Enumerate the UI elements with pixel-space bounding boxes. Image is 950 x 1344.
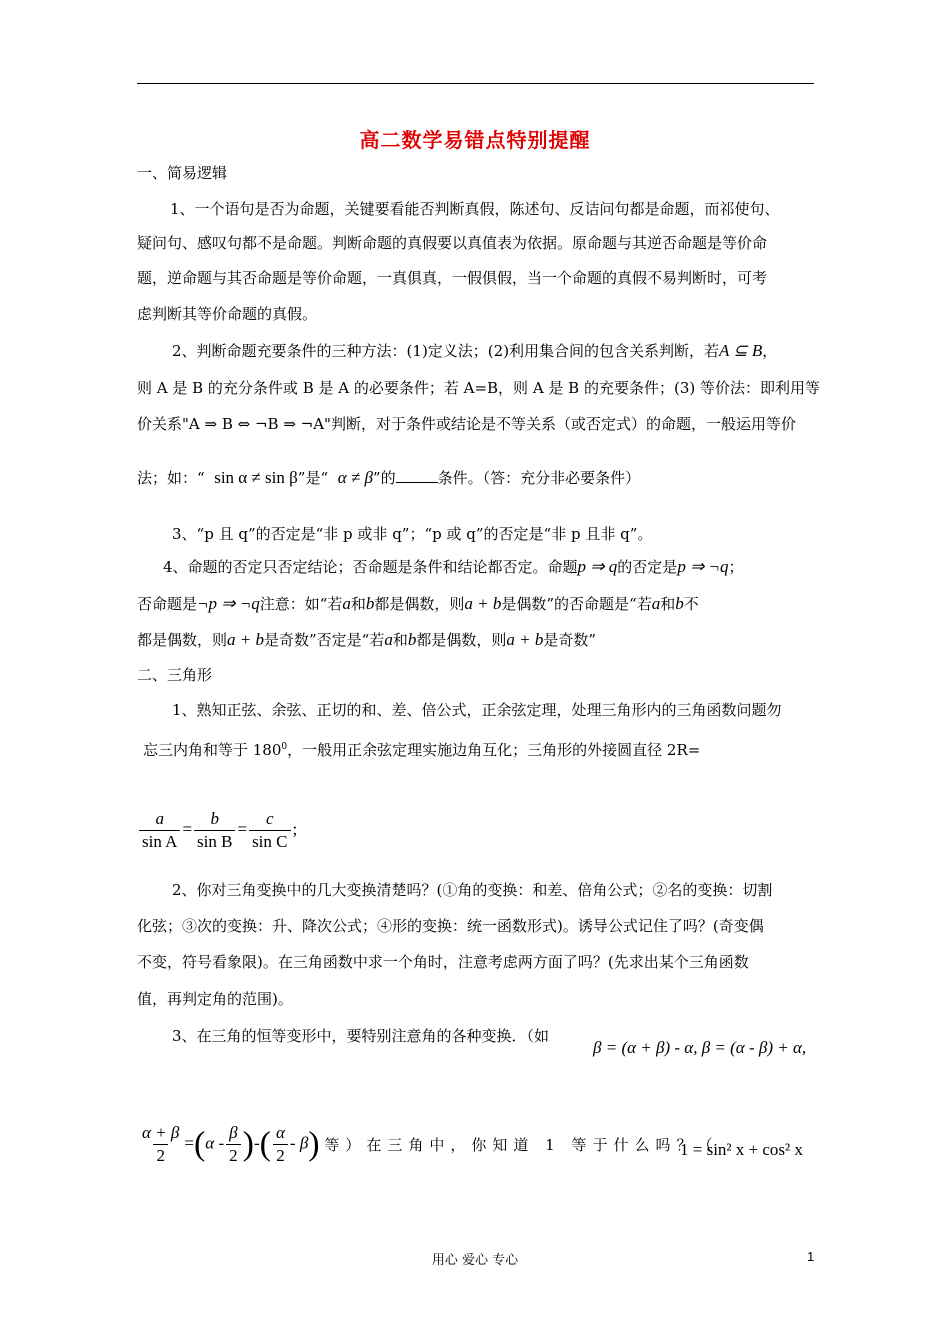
law-of-sines xyxy=(137,808,297,853)
section-heading-triangle: 二、三角形 xyxy=(137,666,213,684)
angle-transform-formula xyxy=(593,1038,806,1058)
subset-formula: A ⊆ B xyxy=(719,341,763,360)
paren: ) xyxy=(242,1125,254,1163)
page-title: 高二数学易错点特别提醒 xyxy=(359,128,591,152)
paren: ( xyxy=(193,1125,206,1163)
text: 是奇数”否定是“若 xyxy=(264,631,385,649)
paragraph-1-line-4: 虑判断其等价命题的真假。 xyxy=(137,305,318,323)
paragraph-4-text: 4、命题的否定只否定结论；否命题是条件和结论都否定。命题 xyxy=(163,558,578,576)
denominator: sin C xyxy=(249,830,290,853)
section-heading-logic: 一、简易逻辑 xyxy=(137,164,228,182)
denominator: 2 xyxy=(226,1144,241,1167)
paragraph-4-line-2 xyxy=(137,594,699,614)
text: 注意：如“若 xyxy=(259,595,343,613)
paragraph-2-text: 2、判断命题充要条件的三种方法：(1)定义法；(2)利用集合间的包含关系判断，若 xyxy=(172,342,720,360)
inverse-formula: ¬p ⇒ ¬q xyxy=(197,594,260,613)
equals: = xyxy=(184,1133,194,1153)
paragraph-2-line-4 xyxy=(137,468,640,488)
text: 等）在三角中，你知道 1 等于什么吗？（ xyxy=(324,1136,719,1154)
text: 都是偶数，则 xyxy=(137,631,228,649)
semicolon: ; xyxy=(292,819,298,839)
paragraph-2-line-2: 则 A 是 B 的充分条件或 B 是 A 的必要条件；若 A=B，则 A 是 B 的充要条件；(3) 等价法：即利用等 xyxy=(137,379,820,397)
var-a: a xyxy=(651,594,661,613)
paragraph-4-line-1 xyxy=(163,557,744,577)
paragraph-1-line-3: 题，逆命题与其否命题是等价命题，一真俱真，一假俱假，当一个命题的真假不易判断时，可考 xyxy=(137,269,768,287)
paragraph-4-line-3 xyxy=(137,630,596,650)
paragraph-1-line-2: 疑问句、感叹句都不是命题。判断命题的真假要以真值表为依据。原命题与其逆否命题是等价命 xyxy=(137,234,768,252)
numerator: β xyxy=(229,1123,238,1142)
sum-ab: a + b xyxy=(227,630,264,649)
denominator: 2 xyxy=(153,1144,168,1167)
alpha-half-fraction xyxy=(273,1122,288,1167)
numerator: c xyxy=(266,809,274,828)
triangle-2-line-4: 值，再判定角的范围)。 xyxy=(137,990,293,1008)
example-prefix: 法；如：“ xyxy=(137,469,205,487)
fraction-c xyxy=(249,808,290,853)
triangle-1-line-1: 1、熟知正弦、余弦、正切的和、差、倍公式，正余弦定理，处理三角形内的三角函数问题勿 xyxy=(172,701,782,719)
paragraph-2-line-1 xyxy=(172,341,777,361)
text: 都是偶数，则 xyxy=(374,595,465,613)
text: 和 xyxy=(392,631,408,649)
term: - β xyxy=(289,1133,309,1153)
paren: ) xyxy=(308,1125,320,1163)
degree-sup: 0 xyxy=(281,742,288,752)
example-answer: 条件。（答：充分非必要条件） xyxy=(437,469,641,487)
triangle-3-line-1: 3、在三角的恒等变形中，要特别注意角的各种变换．（如 xyxy=(172,1027,550,1045)
example-mid: ”是“ xyxy=(297,469,329,487)
equals: = xyxy=(237,819,248,839)
term: α - xyxy=(205,1133,225,1153)
sum-ab: a + b xyxy=(464,594,502,613)
negation-formula: p ⇒ ¬q xyxy=(677,557,729,576)
punct: ， xyxy=(762,342,778,360)
equivalence-relation: 价关系"A ⇒ B ⇔ ¬B ⇒ ¬A" xyxy=(137,415,331,433)
equals: = xyxy=(182,819,193,839)
text: 是偶数”的否命题是“若 xyxy=(501,595,652,613)
sin-inequality-formula: sin α ≠ sin β xyxy=(214,468,298,487)
triangle-2-line-1: 2、你对三角变换中的几大变换清楚吗？(①角的变换：和差、倍角公式；②名的变换：切割 xyxy=(172,881,773,899)
paragraph-2-line-3 xyxy=(137,414,796,434)
text: 是奇数” xyxy=(543,631,597,649)
paragraph-2-text-3: 判断，对于条件或结论是不等关系（或否定式）的命题，一般运用等价 xyxy=(330,415,796,433)
beta-half-fraction xyxy=(226,1122,241,1167)
numerator: α + β xyxy=(142,1123,180,1142)
triangle-1-line-2 xyxy=(143,737,700,760)
sum-ab: a + b xyxy=(506,630,544,649)
header-rule xyxy=(137,83,814,84)
paragraph-3: 3、“p 且 q”的否定是“非 p 或非 q”；“p 或 q”的否定是“非 p 且非 q”。 xyxy=(172,525,653,543)
triangle-3-line-2 xyxy=(137,1122,719,1167)
half-sum-fraction xyxy=(139,1122,182,1167)
triangle-2-line-2: 化弦；③次的变换：升、降次公式；④形的变换：统一函数形式)。诱导公式记住了吗？(奇变偶 xyxy=(137,917,764,935)
answer-blank xyxy=(396,468,438,483)
triangle-2-line-3: 不变，符号看象限)。在三角函数中求一个角时，注意考虑两方面了吗？(先求出某个三角函数 xyxy=(137,953,749,971)
text: 忘三内角和等于 180 xyxy=(143,741,282,759)
paren: ( xyxy=(259,1125,271,1163)
punct: ； xyxy=(728,558,744,576)
paragraph-1-line-1: 1、一个语句是否为命题，关键要看能否判断真假，陈述句、反诘问句都是命题，而祁使句、 xyxy=(170,200,780,218)
fraction-a xyxy=(139,808,180,853)
text: 和 xyxy=(350,595,366,613)
fraction-b xyxy=(194,808,235,853)
var-a: a xyxy=(342,594,351,613)
pythagorean-identity xyxy=(680,1140,803,1160)
angle-inequality-formula: α ≠ β xyxy=(337,468,373,487)
denominator: sin B xyxy=(194,830,235,853)
example-suffix: ”的 xyxy=(372,469,396,487)
formula: 1 = sin² x + cos² x xyxy=(680,1140,803,1159)
var-b: b xyxy=(365,594,375,613)
numerator: a xyxy=(155,809,164,828)
numerator: b xyxy=(210,809,219,828)
var-b: b xyxy=(407,630,417,649)
denominator: 2 xyxy=(273,1144,288,1167)
implication-formula: p ⇒ q xyxy=(577,557,618,576)
text: 否命题是 xyxy=(137,595,198,613)
text: ，一般用正余弦定理实施边角互化；三角形的外接圆直径 2R= xyxy=(287,741,701,759)
numerator: α xyxy=(275,1123,285,1142)
text: 不 xyxy=(683,595,699,613)
page-footer: 用心 爱心 专心 xyxy=(431,1253,519,1268)
denominator: sin A xyxy=(139,830,180,853)
minus: - xyxy=(253,1133,260,1153)
formula: β = (α + β) - α, β = (α - β) + α, xyxy=(593,1038,807,1057)
text: 都是偶数，则 xyxy=(416,631,507,649)
text: 和 xyxy=(660,595,676,613)
paragraph-4-text-b: 的否定是 xyxy=(617,558,678,576)
var-a: a xyxy=(384,630,393,649)
var-b: b xyxy=(675,594,684,613)
page-number: 1 xyxy=(807,1249,815,1264)
